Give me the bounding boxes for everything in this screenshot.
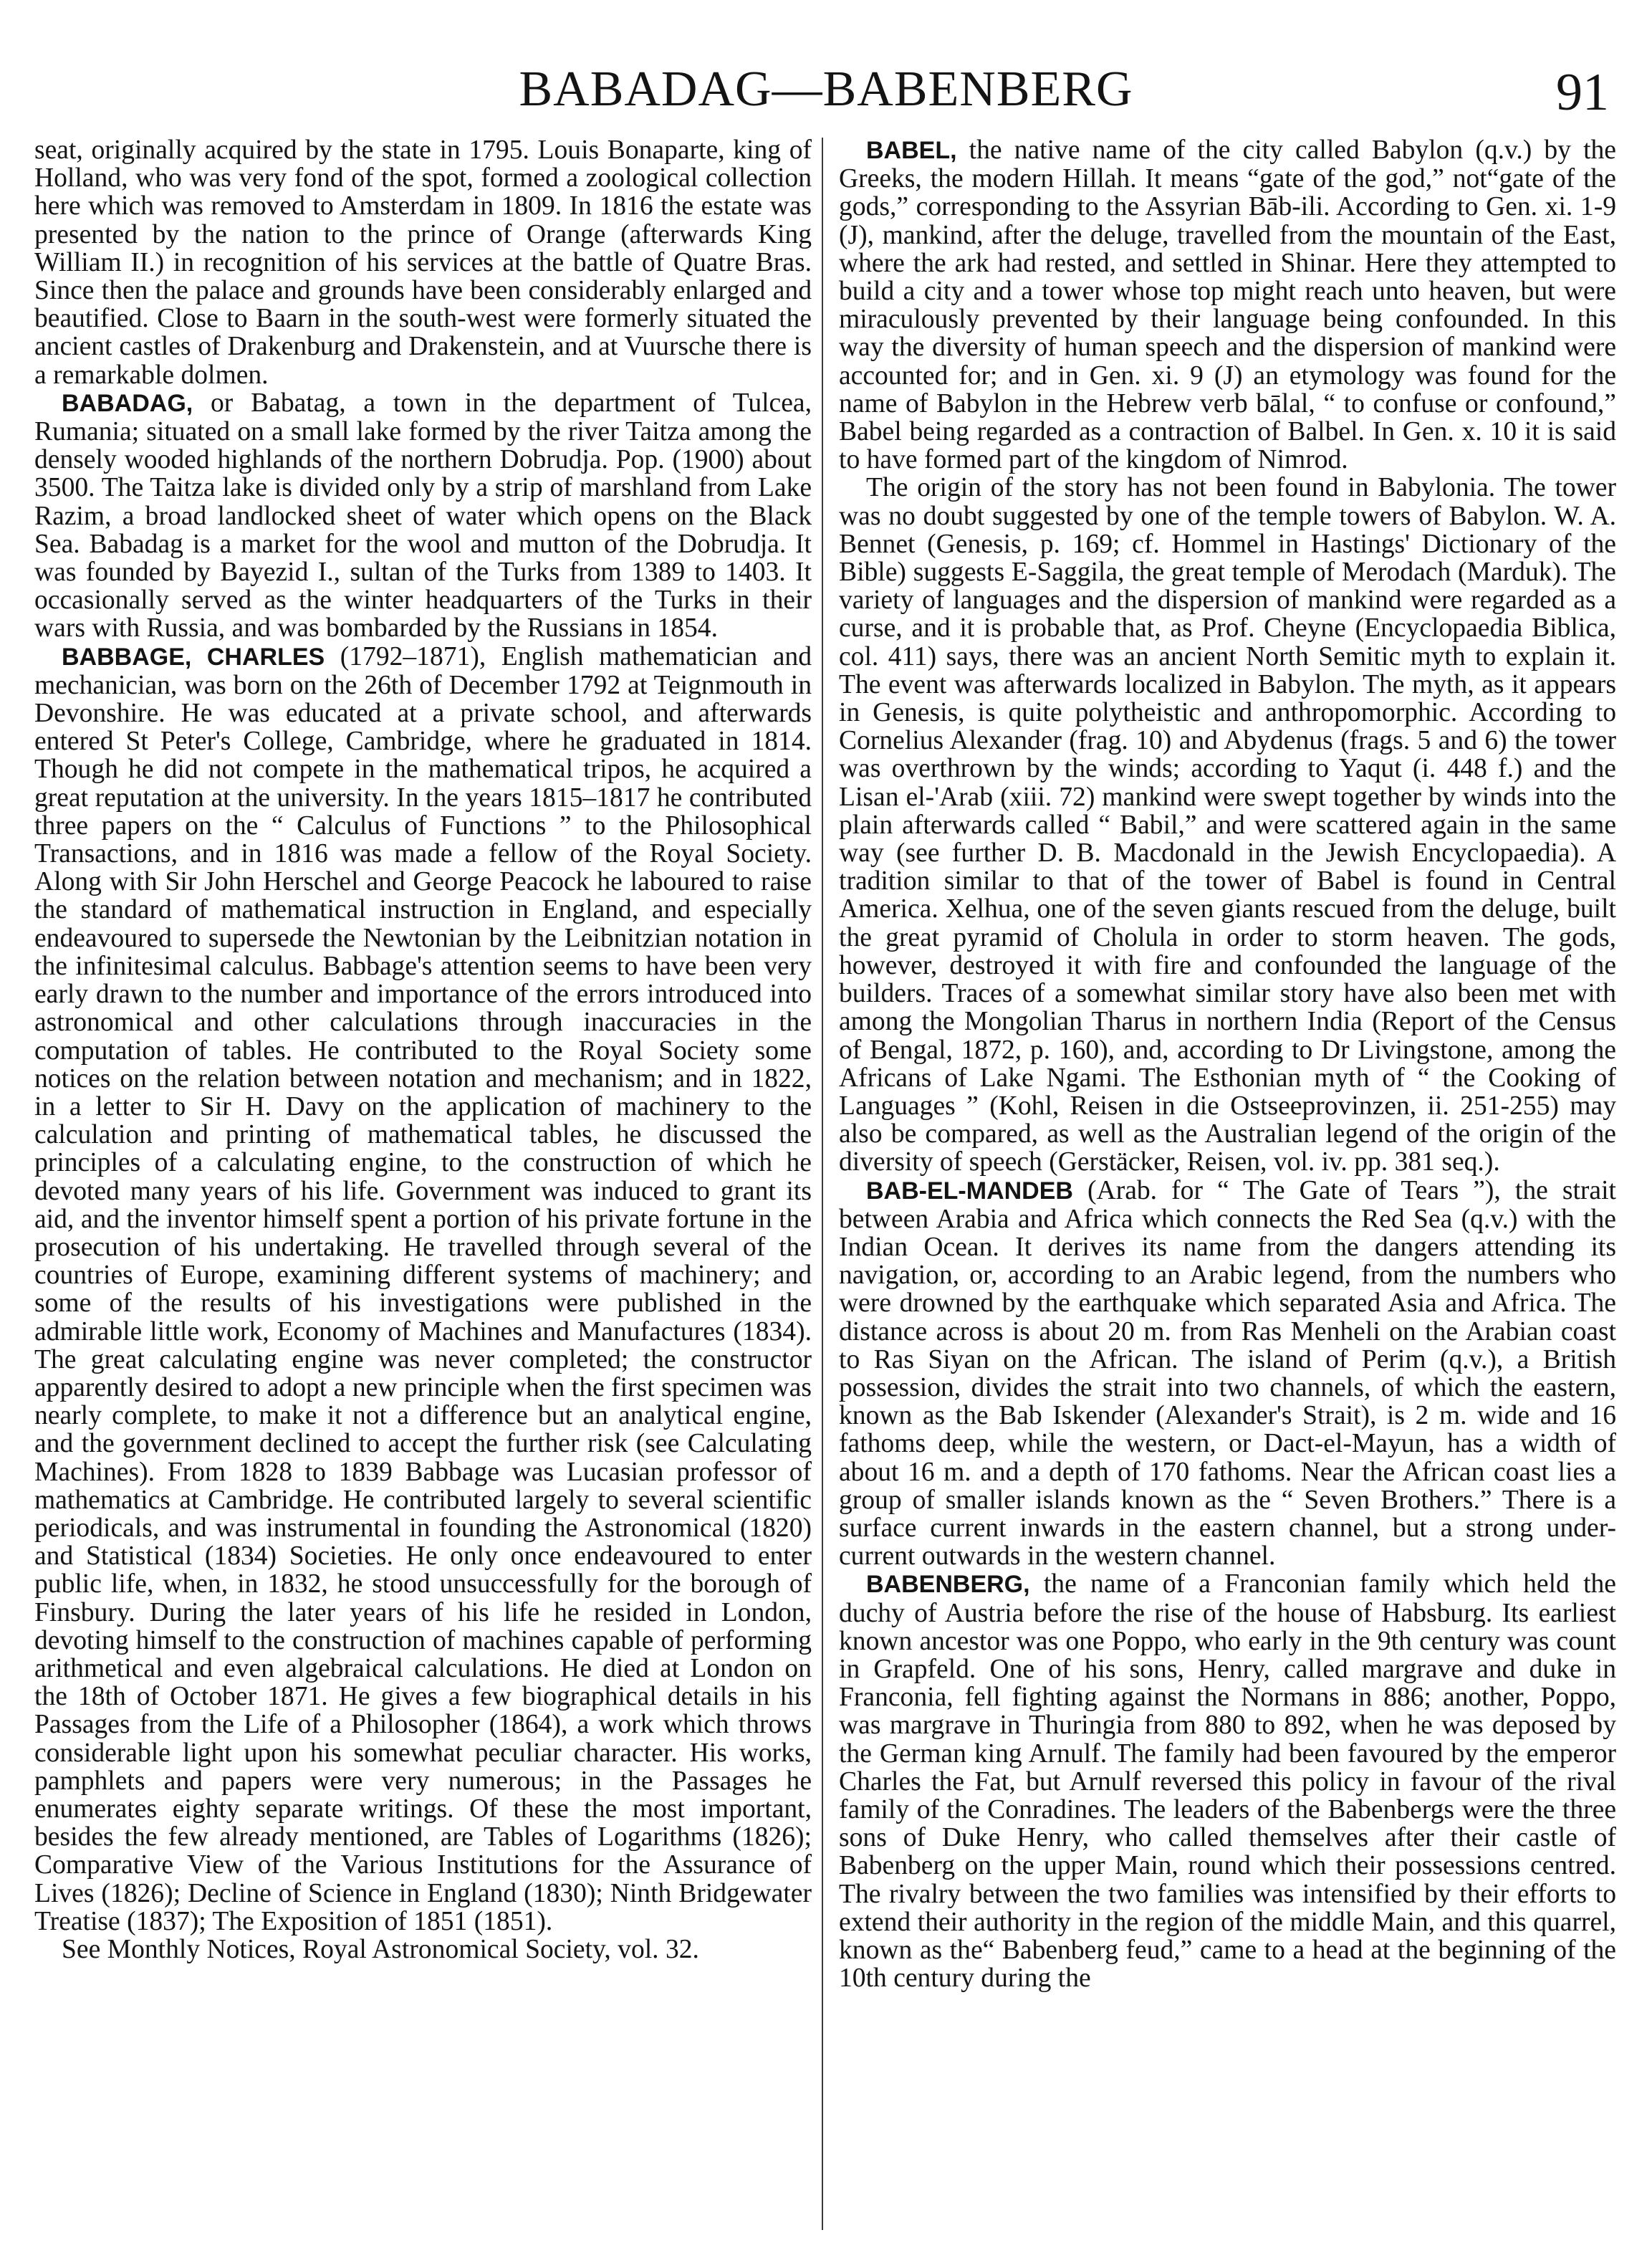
entry-babel [839, 136, 1616, 474]
entry-title-bab-el-mandeb: BAB-EL-MANDEB [866, 1177, 1073, 1205]
entry-text-bab-el-mandeb: (Arab. for “ The Gate of Tears ”), the strait between Arabia and Africa which connects the Red Sea (q.v.) with the Indian Ocean. It derives its name from the dangers attending its navigation, or, according to an Arabic legend, from the numbers who were drowned by the earthquake which separated Asia and Africa. The distance across is about 20 m. from Ras Menheli on the Arabian coast to Ras Siyan on the African. The island of Perim (q.v.), a British possession, divides the strait into two channels, of which the eastern, known as the Bab Iskender (Alexander's Strait), is 2 m. wide and 16 fathoms deep, while the western, or Dact-el-Mayun, has a width of about 16 m. and a depth of 170 fathoms. Near the African coast lies a group of smaller islands known as the “ Seven Brothers.” There is a surface current inwards in the eastern channel, but a strong under-current outwards in the western channel. [839, 1175, 1616, 1571]
page-number: 91 [1556, 63, 1609, 122]
column-divider [822, 138, 823, 2230]
page-header [36, 57, 1616, 122]
entry-title-babel: BABEL, [866, 137, 957, 164]
entry-text-babenberg: the name of a Franconian family which held the duchy of Austria before the rise of the house of Habsburg. Its earliest known ancestor was one Poppo, who early in the 9th century was count in Grapfeld. One of his sons, Henry, called margrave and duke in Franconia, fell fighting against the Normans in 886; another, Poppo, was margrave in Thuringia from 880 to 892, when he was deposed by the German king Arnulf. The family had been favoured by the emperor Charles the Fat, but Arnulf reversed this policy in favour of the rival family of the Conradines. The leaders of the Babenbergs were the three sons of Duke Henry, who called themselves after their castle of Babenberg on the upper Main, round which their possessions centred. The rivalry between the two families was intensified by their efforts to extend their authority in the region of the middle Main, and this quarrel, known as the“ Babenberg feud,” came to a head at the beginning of the 10th century during the [839, 1569, 1616, 1994]
see-also-note: See Monthly Notices, Royal Astronomical Society, vol. 32. [62, 1935, 699, 1964]
running-title: BABADAG—BABENBERG [519, 62, 1133, 117]
entry-babenberg [839, 1570, 1616, 1992]
entry-bab-el-mandeb [839, 1177, 1616, 1571]
entry-title-babbage: BABBAGE, CHARLES [62, 643, 325, 671]
entry-text-babadag: or Babatag, a town in the department of Tulcea, Rumania; situated on a small lake formed by the river Taitza among the densely wooded highlands of the northern Dobrudja. Pop. (1900) about 3500. The Taitza lake is divided only by a strip of marshland from Lake Razim, a broad landlocked sheet of water which opens on the Black Sea. Babadag is a market for the wool and mutton of the Dobrudja. It was founded by Bayezid I., sultan of the Turks from 1389 to 1403. It occasionally served as the winter headquarters of the Turks in their wars with Russia, and was bombarded by the Russians in 1854. [34, 388, 812, 643]
entry-text-babel: the native name of the city called Babylon (q.v.) by the Greeks, the modern Hillah. It means “gate of the god,” not“gate of the gods,” corresponding to the Assyrian Bāb-ili. According to Gen. xi. 1-9 (J), mankind, after the deluge, travelled from the mountain of the East, where the ark had rested, and settled in Shinar. Here they attempted to build a city and a tower whose top might reach unto heaven, but were miraculously prevented by their language being confounded. In this way the diversity of human speech and the dispersion of mankind were accounted for; and in Gen. xi. 9 (J) an etymology was found for the name of Babylon in the Hebrew verb bālal, “ to confuse or confound,” Babel being regarded as a contraction of Balbel. In Gen. x. 10 it is said to have formed part of the kingdom of Nimrod. [839, 135, 1616, 475]
entry-title-babenberg: BABENBERG, [866, 1571, 1030, 1599]
entry-title-babadag: BABADAG, [62, 389, 193, 417]
entry-babbage [34, 643, 812, 1936]
entry-text-babbage: (1792–1871), English mathematician and mechanician, was born on the 26th of December 1792 at Teignmouth in Devonshire. He was educated at a private school, and afterwards entered St Peter's College, Cambridge, where he graduated in 1814. Though he did not compete in the mathematical tripos, he acquired a great reputation at the university. In the years 1815–1817 he contributed three papers on the “ Calculus of Functions ” to the Philosophical Transactions, and in 1816 was made a fellow of the Royal Society. Along with Sir John Herschel and George Peacock he laboured to raise the standard of mathematical instruction in England, and especially endeavoured to supersede the Newtonian by the Leibnitzian notation in the infinitesimal calculus. Babbage's attention seems to have been very early drawn to the number and importance of the errors introduced into astronomical and other calculations through inaccuracies in the computation of tables. He contributed to the Royal Society some notices on the relation between notation and mechanism; and in 1822, in a letter to Sir H. Davy on the application of machinery to the calculation and printing of mathematical tables, he discussed the principles of a calculating engine, to the construction of which he devoted many years of his life. Government was induced to grant its aid, and the inventor himself spent a portion of his private fortune in the prosecution of his undertaking. He travelled through several of the countries of Europe, examining different systems of machinery; and some of the results of his investigations were published in the admirable little work, Economy of Machines and Manufactures (1834). The great calculating engine was never completed; the constructor apparently desired to adopt a new principle when the first specimen was nearly complete, to make it not a difference but an analytical engine, and the government declined to accept the further risk (see Calculating Machines). From 1828 to 1839 Babbage was Lucasian professor of mathematics at Cambridge. He contributed largely to several scientific periodicals, and was instrumental in founding the Astronomical (1820) and Statistical (1834) Societies. He only once endeavoured to enter public life, when, in 1832, he stood unsuccessfully for the borough of Finsbury. During the later years of his life he resided in London, devoting himself to the construction of machines capable of performing arithmetical and even algebraical calculations. He died at London on the 18th of October 1871. He gives a few biographical details in his Passages from the Life of a Philosopher (1864), a work which throws considerable light upon his somewhat peculiar character. His works, pamphlets and papers were very numerous; in the Passages he enumerates eighty separate writings. Of these the most important, besides the few already mentioned, are Tables of Logarithms (1826); Comparative View of the Various Institutions for the Assurance of Lives (1826); Decline of Science in England (1830); Ninth Bridgewater Treatise (1837); The Exposition of 1851 (1851). [34, 641, 812, 1936]
right-column [839, 136, 1616, 1992]
left-column [34, 136, 812, 1963]
entry-babel-continued: The origin of the story has not been found in Babylonia. The tower was no doubt suggested by one of the temple towers of Babylon. W. A. Bennet (Genesis, p. 169; cf. Hommel in Hastings' Dictionary of the Bible) suggests E-Saggila, the great temple of Merodach (Marduk). The variety of languages and the dispersion of mankind were regarded as a curse, and it is probable that, as Prof. Cheyne (Encyclopaedia Biblica, col. 411) says, there was an ancient North Semitic myth to explain it. The event was afterwards localized in Babylon. The myth, as it appears in Genesis, is quite polytheistic and anthropomorphic. According to Cornelius Alexander (frag. 10) and Abydenus (frags. 5 and 6) the tower was overthrown by the winds; according to Yaqut (i. 448 f.) and the Lisan el-'Arab (xiii. 72) mankind were swept together by winds into the plain afterwards called “ Babil,” and were scattered again in the same way (see further D. B. Macdonald in the Jewish Encyclopaedia). A tradition similar to that of the tower of Babel is found in Central America. Xelhua, one of the seven giants rescued from the deluge, built the great pyramid of Cholula in order to storm heaven. The gods, however, destroyed it with fire and confounded the language of the builders. Traces of a somewhat similar story have also been met with among the Mongolian Tharus in northern India (Report of the Census of Bengal, 1872, p. 160), and, according to Dr Livingstone, among the Africans of Lake Ngami. The Esthonian myth of “ the Cooking of Languages ” (Kohl, Reisen in die Ostseeprovinzen, ii. 251-255) may also be compared, as well as the Australian legend of the origin of the diversity of speech (Gerstäcker, Reisen, vol. iv. pp. 381 seq.). [839, 473, 1616, 1177]
baarn-continuation: seat, originally acquired by the state in 1795. Louis Bonaparte, king of Holland, who was very fond of the spot, formed a zoological collection here which was removed to Amsterdam in 1809. In 1816 the estate was presented by the nation to the prince of Orange (afterwards King William II.) in recognition of his services at the battle of Quatre Bras. Since then the palace and grounds have been considerably enlarged and beautified. Close to Baarn in the south-west were formerly situated the ancient castles of Drakenburg and Drakenstein, and at Vuursche there is a remarkable dolmen. [34, 135, 812, 390]
entry-babadag [34, 389, 812, 643]
